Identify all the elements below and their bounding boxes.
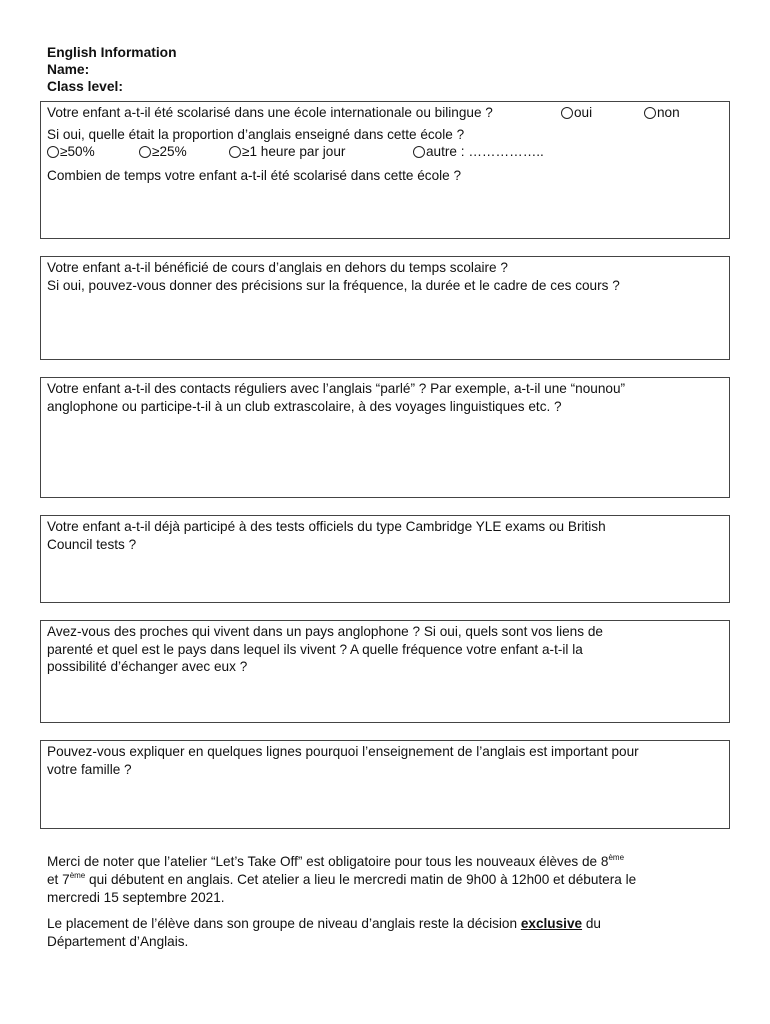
q5-line-1: Avez-vous des proches qui vivent dans un pays anglophone ? Si oui, quels sont vos liens de: [47, 624, 603, 639]
q5-line-3: possibilité d’échanger avec eux ?: [47, 659, 248, 674]
q3-line-2: anglophone ou participe-t-il à un club extrascolaire, à des voyages linguistiques etc. ?: [47, 398, 562, 414]
q1-option-25[interactable]: [139, 143, 187, 161]
q4-line-2: Council tests ?: [47, 536, 137, 552]
name-label: Name:: [47, 62, 90, 77]
class-level-label: Class level:: [47, 79, 123, 94]
q1-option-yes[interactable]: [561, 104, 592, 122]
placement-note: [47, 915, 737, 951]
q1-option-1h[interactable]: [229, 143, 345, 161]
q2-line-1: Votre enfant a-t-il bénéficié de cours d’anglais en dehors du temps scolaire ?: [47, 260, 508, 275]
q1-yes-label: oui: [574, 105, 593, 120]
radio-circle-icon[interactable]: [229, 146, 241, 158]
question-box-relatives[interactable]: [40, 620, 730, 723]
q1-proportion-options: [47, 143, 723, 161]
q1-question-row: [47, 104, 723, 122]
q1-option-50[interactable]: [47, 143, 95, 161]
question-box-importance[interactable]: [40, 740, 730, 829]
q1-question: Votre enfant a-t-il été scolarisé dans une école internationale ou bilingue ?: [47, 105, 493, 120]
q6-line-2: votre famille ?: [47, 761, 132, 777]
question-box-spoken-english[interactable]: [40, 377, 730, 498]
radio-circle-icon[interactable]: [644, 107, 656, 119]
option-label: ≥50%: [60, 144, 95, 159]
question-box-official-tests[interactable]: [40, 515, 730, 603]
form-header: [47, 44, 177, 95]
workshop-note: [47, 853, 737, 907]
q1-no-label: non: [657, 105, 680, 120]
workshop-note-text: qui débutent en anglais. Cet atelier a lieu le mercredi matin de 9h00 à 12h00 et débutera le: [85, 872, 637, 887]
radio-circle-icon[interactable]: [413, 146, 425, 158]
q1-option-other[interactable]: [413, 143, 544, 161]
q2-line-2: Si oui, pouvez-vous donner des précisions sur la fréquence, la durée et le cadre de ces cours ?: [47, 277, 620, 293]
footer-notes: [47, 853, 737, 951]
placement-note-text: Le placement de l’élève dans son groupe de niveau d’anglais reste la décision: [47, 916, 521, 931]
q6-line-1: Pouvez-vous expliquer en quelques lignes pourquoi l’enseignement de l’anglais est important pour: [47, 744, 639, 759]
radio-circle-icon[interactable]: [561, 107, 573, 119]
question-box-schooling[interactable]: [40, 101, 730, 239]
superscript: ème: [608, 853, 625, 862]
placement-note-text: du: [582, 916, 601, 931]
workshop-note-text: mercredi 15 septembre 2021.: [47, 890, 225, 905]
q5-line-2: parenté et quel est le pays dans lequel ils vivent ? A quelle fréquence votre enfant a-t-il la: [47, 641, 583, 657]
q1-option-no[interactable]: [644, 104, 680, 122]
workshop-note-text: et 7: [47, 872, 70, 887]
option-label: autre : ……………..: [426, 144, 544, 159]
q1-proportion-question: Si oui, quelle était la proportion d’anglais enseigné dans cette école ?: [47, 126, 465, 142]
exclusive-emphasis: exclusive: [520, 916, 583, 931]
radio-circle-icon[interactable]: [47, 146, 59, 158]
workshop-note-text: Merci de noter que l’atelier “Let’s Take Off” est obligatoire pour tous les nouveaux élèves de 8: [47, 854, 609, 869]
placement-note-text: Département d’Anglais.: [47, 934, 189, 949]
option-label: ≥25%: [152, 144, 187, 159]
form-title: English Information: [47, 45, 177, 60]
q4-line-1: Votre enfant a-t-il déjà participé à des tests officiels du type Cambridge YLE exams ou British: [47, 519, 606, 534]
superscript: ème: [69, 871, 86, 880]
question-box-extra-lessons[interactable]: [40, 256, 730, 360]
option-label: ≥1 heure par jour: [242, 144, 346, 159]
radio-circle-icon[interactable]: [139, 146, 151, 158]
q3-line-1: Votre enfant a-t-il des contacts réguliers avec l’anglais “parlé” ? Par exemple, a-t-il une “nounou”: [47, 381, 626, 396]
q1-duration-question: Combien de temps votre enfant a-t-il été scolarisé dans cette école ?: [47, 168, 462, 183]
